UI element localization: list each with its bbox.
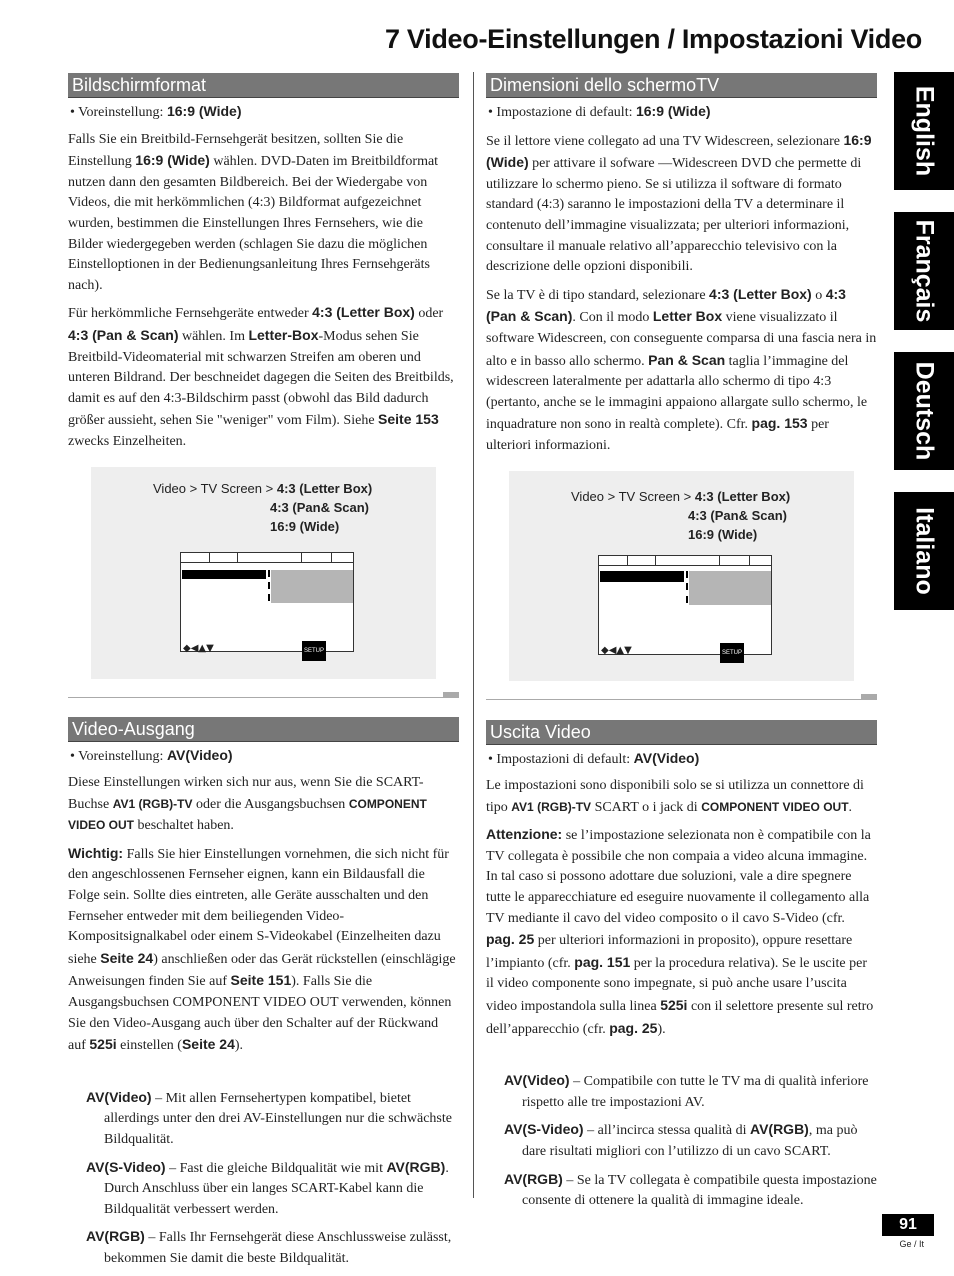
default-setting: • Voreinstellung: 16:9 (Wide) xyxy=(70,103,242,120)
section-heading-dimensioni: Dimensioni dello schermoTV xyxy=(486,73,877,98)
section-divider xyxy=(486,699,877,700)
lang-tab-english[interactable]: English xyxy=(894,72,954,190)
paragraph: Für herkömmliche Fernsehgeräte entweder 4:3 (Letter Box) oder 4:3 (Pan & Scan) wählen. Im Letter-Box-Modus sehen Sie Breitbild-Videomaterial mit schwarzen Streifen am oberen und unteren Bildrand. Der beschneidet dagegen die Seiten des Breitbilds, damit es auf den 4:3-Bildschirm passt (obwohl das Bild dadurch größer aussieht, sehen Sie "weniger" vom Film). Siehe Seite 153 zwecks Einzelheiten. xyxy=(68,304,454,449)
lang-tab-deutsch[interactable]: Deutsch xyxy=(894,352,954,470)
paragraph: Diese Einstellungen wirken sich nur aus, wenn Sie die SCART-Buchse AV1 (RGB)-TV oder die Ausgangsbuchsen COMPONENT VIDEO OUT beschaltet haben. xyxy=(68,775,427,834)
menu-path: Video > TV Screen > 4:3 (Letter Box) 4:3 (Pan& Scan) 16:9 (Wide) xyxy=(571,488,791,542)
italian-column xyxy=(486,73,877,1218)
option-list xyxy=(68,1087,459,1270)
lang-tab-italiano[interactable]: Italiano xyxy=(894,492,954,610)
option-av-video: AV(Video) – Compatibile con tutte le TV ma di qualità inferiore rispetto alle tre impostazioni AV. xyxy=(504,1072,869,1110)
option-list xyxy=(486,1070,877,1212)
language-tabs xyxy=(894,72,954,632)
setup-icon: SETUP xyxy=(302,641,326,662)
option-av-rgb: AV(RGB) – Falls Ihr Fernsehgerät diese Anschlussweise zulässt, bekommen Sie damit die beste Bildqualität. xyxy=(86,1228,452,1266)
osd-screen xyxy=(598,555,772,655)
section-heading-bildschirmformat: Bildschirmformat xyxy=(68,73,459,98)
page-language-code: Ge / It xyxy=(899,1239,924,1249)
paragraph: Se il lettore viene collegato ad una TV Widescreen, selezionare 16:9 (Wide) per attivare il sofware —Widescreen DVD che permette di utilizzare lo schermo pieno. Se si utilizza il software di formato standard (4:3) saranno le impostazioni della TV a determinare il contenuto dell’immagine visualizzata; per ulteriori informazioni, consultare il manuale relativo all’apparecchio televisivo con la descrizione delle opzioni disponibili. xyxy=(486,131,872,275)
paragraph: Falls Sie ein Breitbild-Fernsehgerät besitzen, sollten Sie die Einstellung 16:9 (Wide) wählen. DVD-Daten im Breitbildformat nutzen dann den gesamten Bildbereich. Bei der Wiedergabe von Videos, die mit herkömmlichen (4:3) Bildformat aufgezeichnet wurden, bestimmen die Einstellungen Ihres Fernsehers, wie die Bilder wiedergegeben werden (schlagen Sie dazu die möglichen Einstelloptionen in der Bedienungsanleitung Ihres Fernsehgeräts nach). xyxy=(68,131,439,293)
section-divider xyxy=(68,697,459,698)
paragraph: Le impostazioni sono disponibili solo se si utilizza un connettore di tipo AV1 (RGB)-TV SCART o i jack di COMPONENT VIDEO OUT. xyxy=(486,778,864,815)
paragraph: Wichtig: Falls Sie hier Einstellungen vornehmen, die sich nicht für den angeschlossenen Fernseher eignen, kann ein Bildausfall die Folge sein. Sollte dies eintreten, alle Geräte ausschalten und den Fernseher entweder mit dem beiliegenden Video-Kompositsignalkabel oder einem S-Videokabel (Einzelheiten dazu siehe Seite 24) anschließen oder das Gerät rückstellen (einschlägige Anweisungen finden Sie auf Seite 151). Falls Sie die Ausgangsbuchsen COMPONENT VIDEO OUT verwenden, können Sie den Video-Ausgang auch über den Schalter auf der Rückwand auf 525i einstellen (Seite 24). xyxy=(68,844,456,1054)
section-heading-uscita-video: Uscita Video xyxy=(486,720,877,745)
osd-screen xyxy=(180,552,354,652)
german-column xyxy=(68,73,459,1276)
default-setting: • Impostazioni di default: AV(Video) xyxy=(488,749,700,767)
option-av-rgb: AV(RGB) – Se la TV collegata è compatibile questa impostazione consente di ottenere la qualità di immagine ideale. xyxy=(504,1170,877,1209)
menu-path: Video > TV Screen > 4:3 (Letter Box) 4:3 (Pan& Scan) 16:9 (Wide) xyxy=(153,480,373,534)
paragraph: Attenzione: se l’impostazione selezionata non è compatibile con la TV collegata è possibile che non compaia a video alcuna immagine. In tal caso si possono adottare due soluzioni, vale a dire spegnere tutte le apparecchiature ed eseguire nuovamente il collegamento alla TV mediante il cavo del video composito o il cavo S-Video (cfr. pag. 25 per ulteriori informazioni in proposito), oppure resettare l’impianto (cfr. pag. 151 per la procedura relativa). Se le uscite per il video componente sono impegnate, si può anche usare l’uscita video impostandola sulla linea 525i con il selettore presente sul retro dell’apparecchio (cfr. pag. 25). xyxy=(486,826,874,1037)
paragraph: Se la TV è di tipo standard, selezionare 4:3 (Letter Box) o 4:3 (Pan & Scan). Con il modo Letter Box viene visualizzato il software Widescreen, con conseguente comparsa di una fascia nera in alto e in basso allo schermo. Pan & Scan taglia l’immagine del widescreen lateralmente per adattarla allo schermo di tipo 4:3 (pertanto, anche se le immagini appaiono allargate sullo schermo, le inquadrature non sono in realtà complete). Cfr. pag. 153 per ulteriori informazioni. xyxy=(486,285,877,453)
tv-screen-menu-figure xyxy=(509,471,854,681)
page-title: 7 Video-Einstellungen / Impostazioni Video xyxy=(385,24,922,54)
setup-icon: SETUP xyxy=(720,643,744,664)
option-av-video: AV(Video) – Mit allen Fernsehertypen kompatibel, bietet allerdings unter den drei AV-Einstellungen nur die schwächste Bildqualität. xyxy=(86,1088,452,1147)
page-number: 91 xyxy=(882,1214,934,1236)
default-setting: • Impostazione di default: 16:9 (Wide) xyxy=(488,103,711,120)
nav-arrows-icon: ◆◀▲▼ xyxy=(601,644,632,656)
tv-screen-menu-figure xyxy=(91,467,436,679)
lang-tab-francais[interactable]: Français xyxy=(894,212,954,330)
default-setting: • Voreinstellung: AV(Video) xyxy=(70,746,233,764)
nav-arrows-icon: ◆◀▲▼ xyxy=(183,642,214,654)
option-av-svideo: AV(S-Video) – Fast die gleiche Bildqualität wie mit AV(RGB). Durch Anschluss über ein langes SCART-Kabel kann die Bildqualität verbessert werden. xyxy=(86,1158,449,1217)
column-divider xyxy=(473,72,474,1198)
option-av-svideo: AV(S-Video) – all’incirca stessa qualità di AV(RGB), ma può dare risultati migliori con l’utilizzo di un cavo SCART. xyxy=(504,1121,858,1159)
section-heading-video-ausgang: Video-Ausgang xyxy=(68,717,459,742)
